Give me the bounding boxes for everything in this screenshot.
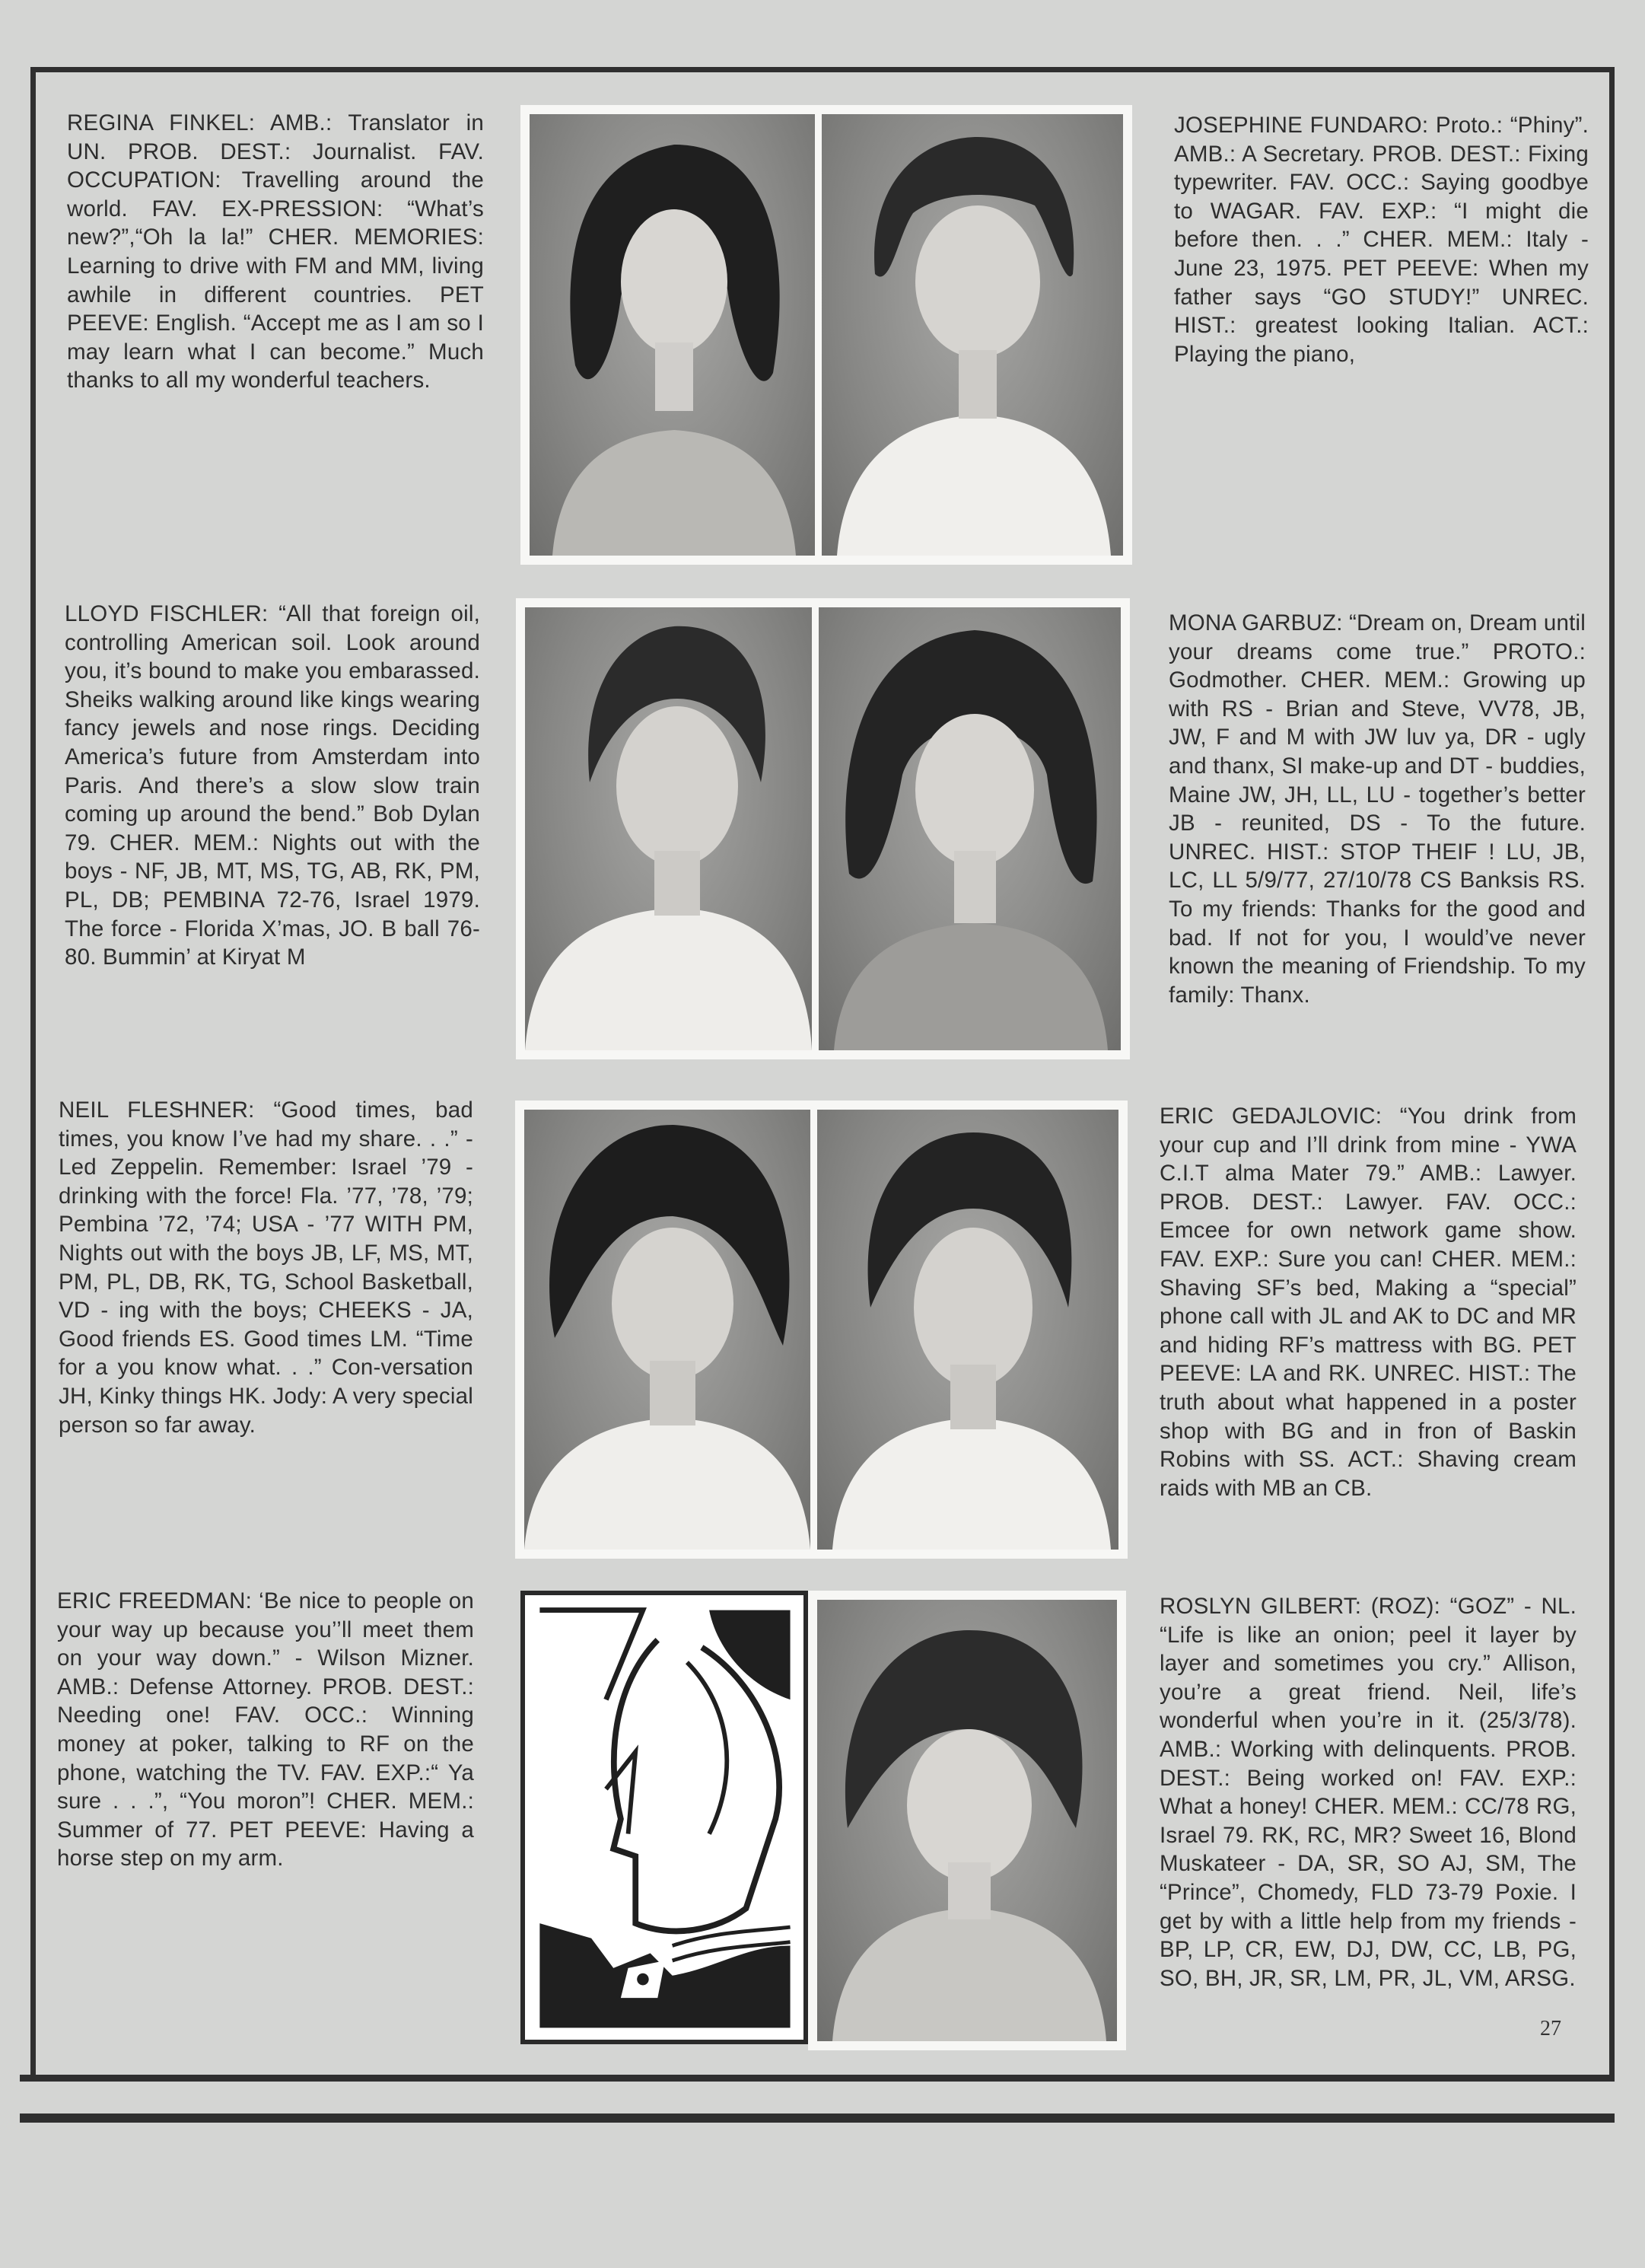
portrait-josephine-fundaro xyxy=(822,114,1123,556)
bio-mona-garbuz: MONA GARBUZ: “Dream on, Dream until your dreams come true.” PROTO.: Godmother. CHER. MEM.: Growing up with RS - Brian and Steve, VV78, JB, JW, F and M with JW luv ya, DR - ugly and thanx, SI make-up and DT - buddies, Maine JW, JH, LL, LU - together’s better JB - reunited, DS - To the future. UNREC. HIST.: STOP THEIF ! LU, JB, LC, LL 5/9/77, 27/10/78 CS Banksis RS. To my friends: Thanks for the good and bad. If not for you, I would’ve never known the meaning of Friendship. To my family: Thanx. xyxy=(1169,610,1586,1008)
photo-pair-row-3 xyxy=(515,1101,1128,1559)
art-illustration-eric-freedman xyxy=(520,1591,808,2044)
bio-regina-finkel: REGINA FINKEL: AMB.: Translator in UN. PROB. DEST.: Journalist. FAV. OCCUPATION: Travelling around the world. FAV. EX-PRESSION: “What’s new?”,“Oh la la!” CHER. MEMORIES: Learning to drive with FM and MM, living awhile in different countries. PET PEEVE: English. “Accept me as I am so I may learn what I can become.” Much thanks to all my wonderful teachers. xyxy=(67,110,484,393)
frame-right-border xyxy=(1609,67,1615,2078)
frame-left-border xyxy=(30,67,36,2078)
portrait-roslyn-gilbert xyxy=(817,1600,1117,2041)
bio-eric-freedman: ERIC FREEDMAN: ‘Be nice to people on your way up because you’’ll meet them on your way down.” - Wilson Mizner. AMB.: Defense Attorney. PROB. DEST.: Needing one! FAV. OCC.: Winning money at poker, talking to RF on the phone, watching the TV. FAV. EXP.:“ Ya sure . . .”, “You moron”! CHER. MEM.: Summer of 77. PET PEEVE: Having a horse step on my arm. xyxy=(57,1588,474,1871)
bio-eric-gedajlovic: ERIC GEDAJLOVIC: “You drink from your cup and I’ll drink from mine - YWA C.I.T alma Mater 79.” AMB.: Lawyer. PROB. DEST.: Lawyer. FAV. OCC.: Emcee for own network game show. FAV. EXP.: Sure you can! CHER. MEM.: Shaving SF’s bed, Making a “special” phone call with JL and AK to DC and MR and hiding RF’s mattress with BG. PET PEEVE: LA and RK. UNREC. HIST.: The truth about what happened in a poster shop with BG and in fron of Baskin Robins with SS. ACT.: Shaving cream raids with MB an CB. xyxy=(1160,1104,1577,1501)
portrait-lloyd-fischler xyxy=(525,607,812,1050)
page-number: 27 xyxy=(1540,2017,1561,2040)
bio-lloyd-fischler: LLOYD FISCHLER: “All that foreign oil, controlling American soil. Look around you, it’s bound to make you embarassed. Sheiks walking around like kings wearing fancy jewels and nose rings. Deciding America’s future from Amsterdam into Paris. And there’s a slow slow train coming up around the bend.” Bob Dylan 79. CHER. MEM.: Nights out with the boys - NF, JB, MT, MS, TG, AB, RK, PM, PL, DB; PEMBINA 72-76, Israel 1979. The force - Florida X’mas, JO. B ball 76-80. Bummin’ at Kiryat M xyxy=(65,601,480,970)
portrait-eric-gedajlovic xyxy=(817,1110,1118,1550)
portrait-mona-garbuz xyxy=(819,607,1121,1050)
frame-bottom-border xyxy=(20,2075,1615,2082)
portrait-neil-fleshner xyxy=(524,1110,810,1550)
bio-roslyn-gilbert: ROSLYN GILBERT: (ROZ): “GOZ” - NL. “Life is like an onion; peel it layer by layer and sometimes you cry.” Allison, you’re a great friend. Neil, life’s wonderful when you’re in it. (25/3/78). AMB.: Working with delinquents. PROB. DEST.: Being worked on! FAV. EXP.: What a honey! CHER. MEM.: CC/78 RG, Israel 79. RK, RC, MR? Sweet 16, Blond Muskateer - DA, SR, SO AJ, SM, The “Prince”, Chomedy, FLD 73-79 Poxie. I get by with a little help from my friends - BP, LP, CR, EW, DJ, DW, CC, LB, PG, SO, BH, JR, SR, LM, PR, JL, VM, ARSG. xyxy=(1160,1594,1577,1991)
portrait-regina-finkel xyxy=(530,114,815,556)
page-rule xyxy=(20,2114,1615,2123)
bio-neil-fleshner: NEIL FLESHNER: “Good times, bad times, you know I’ve had my share. . .” - Led Zeppelin. Remember: Israel ’79 - drinking with the force! Fla. ’77, ’78, ’79; Pembina ’72, ’74; USA - ’77 WITH PM, Nights out with the boys JB, LF, MS, MT, PM, PL, DB, RK, TG, School Basketball, VD - ing with the boys; CHEEKS - JA, Good friends ES. Good times LM. “Time for a you know what. . .” Con-versation JH, Kinky things HK. Jody: A very special person so far away. xyxy=(59,1097,473,1438)
bio-josephine-fundaro: JOSEPHINE FUNDARO: Proto.: “Phiny”. AMB.: A Secretary. PROB. DEST.: Fixing typewriter. FAV. OCC.: Saying goodbye to WAGAR. FAV. EXP.: “I might die before then. . .” CHER. MEM.: Italy - June 23, 1975. PET PEEVE: When my father says “GO STUDY!” UNREC. HIST.: greatest looking Italian. ACT.: Playing the piano, xyxy=(1174,113,1589,367)
photo-frame-roslyn-gilbert xyxy=(808,1591,1126,2050)
photo-pair-row-2 xyxy=(516,598,1130,1059)
photo-pair-row-1 xyxy=(520,105,1132,565)
frame-top-border xyxy=(30,67,1615,72)
